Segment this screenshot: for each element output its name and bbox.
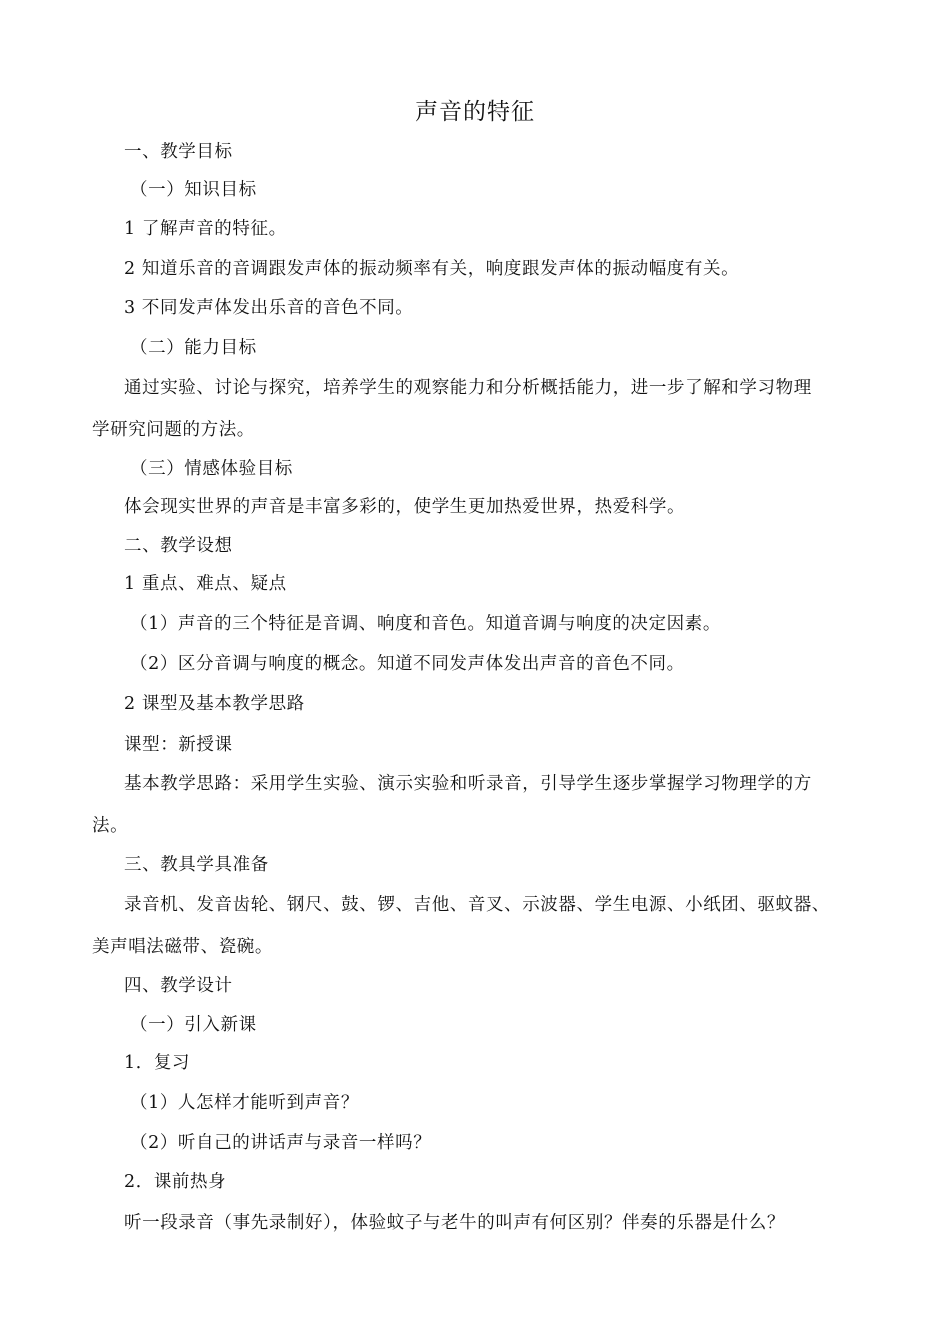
section-heading-objectives: 一、教学目标 (124, 142, 233, 162)
subsection-heading-knowledge: （一）知识目标 (130, 180, 257, 200)
paragraph-line: 体会现实世界的声音是丰富多彩的，使学生更加热爱世界，热爱科学。 (124, 497, 686, 517)
section-heading-materials: 三、教具学具准备 (124, 855, 269, 875)
paragraph-line: 听一段录音（事先录制好），体验蚊子与老牛的叫声有何区别？伴奏的乐器是什么？ (124, 1213, 785, 1233)
paragraph-line: 1．复习 (124, 1053, 191, 1073)
paragraph-line: 美声唱法磁带、瓷碗。 (92, 937, 273, 957)
paragraph-line: （2）区分音调与响度的概念。知道不同发声体发出声音的音色不同。 (130, 654, 685, 674)
paragraph-line: 1 重点、难点、疑点 (124, 574, 287, 594)
paragraph-line: 学研究问题的方法。 (92, 420, 255, 440)
paragraph-line: （1）声音的三个特征是音调、响度和音色。知道音调与响度的决定因素。 (130, 614, 721, 634)
paragraph-line: 3 不同发声体发出乐音的音色不同。 (124, 298, 414, 318)
paragraph-line: 2 课型及基本教学思路 (124, 694, 305, 714)
paragraph-line: 2 知道乐音的音调跟发声体的振动频率有关，响度跟发声体的振动幅度有关。 (124, 259, 740, 279)
section-heading-design: 四、教学设计 (124, 976, 233, 996)
paragraph-line: （1）人怎样才能听到声音？ (130, 1093, 359, 1113)
paragraph-line: 基本教学思路：采用学生实验、演示实验和听录音，引导学生逐步掌握学习物理学的方 (124, 774, 812, 794)
section-heading-concept: 二、教学设想 (124, 536, 233, 556)
paragraph-line: 课型：新授课 (124, 735, 233, 755)
document-title: 声音的特征 (415, 99, 535, 125)
paragraph-line: 2．课前热身 (124, 1172, 227, 1192)
paragraph-line: 录音机、发音齿轮、钢尺、鼓、锣、吉他、音叉、示波器、学生电源、小纸团、驱蚊器、 (124, 895, 830, 915)
paragraph-line: （2）听自己的讲话声与录音一样吗？ (130, 1133, 432, 1153)
paragraph-line: 通过实验、讨论与探究，培养学生的观察能力和分析概括能力，进一步了解和学习物理 (124, 378, 812, 398)
paragraph-line: 1 了解声音的特征。 (124, 219, 287, 239)
subsection-heading-intro: （一）引入新课 (130, 1015, 257, 1035)
subsection-heading-ability: （二）能力目标 (130, 338, 257, 358)
subsection-heading-emotion: （三）情感体验目标 (130, 459, 293, 479)
paragraph-line: 法。 (92, 816, 129, 836)
